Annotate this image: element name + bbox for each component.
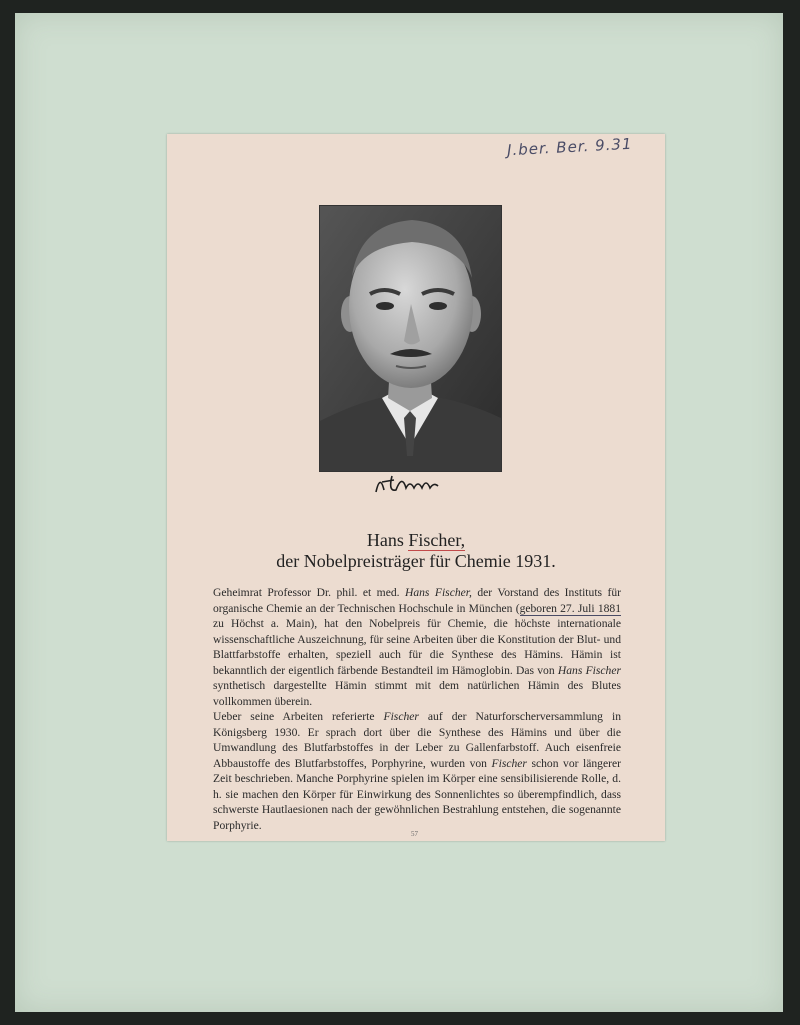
portrait-photo — [319, 205, 502, 472]
p2-name-2: Fischer — [491, 756, 527, 770]
p1-text-1: Geheimrat Professor Dr. phil. et med. — [213, 586, 405, 599]
headline-prefix: Hans — [366, 530, 409, 550]
p1-text-3: zu Höchst a. Main), hat den Nobelpreis für Chemie, die höchste internationale wissenschaftliche Auszeichnung, für seine Arbeiten über die Konstitution der Blut- und Blattfarbstoffe erhalten, speziell auch für die Synthese des Hämins. Hämin ist bekanntlich der eigentlich färbende Bestandteil im Hämoglobin. Das von — [213, 617, 621, 677]
p1-text-2: der Vorstand des Instituts für organische Chemie an der Technischen Hochschule in München ( — [213, 586, 621, 615]
page-number: 57 — [411, 830, 418, 838]
newspaper-clipping — [167, 134, 665, 841]
p1-name-2: Hans Fischer — [557, 663, 621, 677]
article-headline — [167, 530, 665, 572]
mounting-board — [15, 13, 783, 1012]
paragraph-2 — [213, 709, 621, 833]
p2-text-3: schon vor längerer Zeit beschrieben. Manche Porphyrine spielen im Körper eine sensibilisierende Rolle, d. h. sie machen den Körper für Einwirkung des Sonnenlichtes so überempfindlich, dass schwerste Hautlaesionen nach der gewöhnlichen Bestrahlung entstehen, die sogenannte Porphyrie. — [213, 756, 621, 832]
p2-text-1: Ueber seine Arbeiten referierte — [213, 710, 384, 723]
article-body — [213, 585, 621, 833]
paragraph-1 — [213, 585, 621, 709]
handwritten-note: J.ber. Ber. 9.31 — [506, 134, 633, 160]
portrait-image — [320, 206, 501, 471]
p1-birth-date: geboren 27. Juli 1881 — [519, 601, 622, 615]
p1-name-1: Hans Fischer, — [404, 586, 472, 599]
p2-text-2: auf der Naturforscherversammlung in Königsberg 1930. Er sprach dort über die Synthese des Hämins und über die Umwandlung des Blutfarbstoffes in der Leber zu Gallenfarbstoff. Auch eisenfreie Abbaustoffe des Blutfarbstoffes, Porphyrine, wurden von — [213, 710, 621, 770]
p1-text-4: synthetisch dargestellte Hämin stimmt mit dem natürlichen Hämin des Blutes vollkommen überein. — [213, 679, 621, 708]
p2-name-1: Fischer — [383, 710, 419, 723]
signature-graphic — [372, 470, 442, 496]
signature — [372, 470, 442, 501]
headline-line-2: der Nobelpreisträger für Chemie 1931. — [276, 551, 556, 571]
headline-name: Fischer, — [408, 530, 466, 550]
headline-line-1 — [167, 530, 665, 551]
